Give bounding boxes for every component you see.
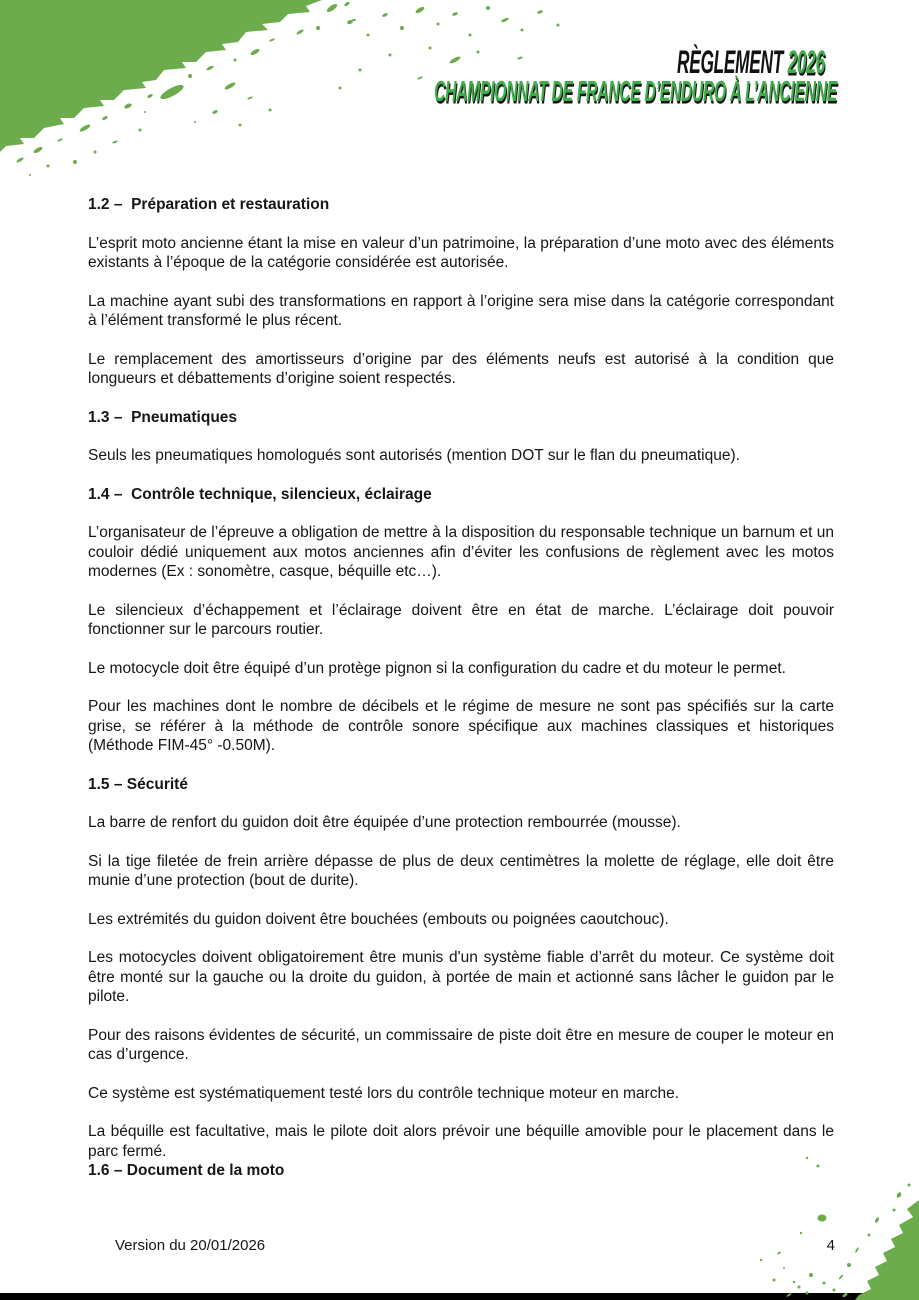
- paragraph: Le motocycle doit être équipé d’un protège pignon si la configuration du cadre et du moteur le permet.: [88, 659, 786, 677]
- page-footer: [0, 1237, 919, 1255]
- paragraph: Pour les machines dont le nombre de décibels et le régime de mesure ne sont pas spécifiés sur la carte grise, se référer à la méthode de contrôle sonore spécifique aux machines classiques et historiques (Méthode FIM-45° -0.50M).: [88, 698, 834, 754]
- paragraph: Le remplacement des amortisseurs d’origine par des éléments neufs est autorisé à la condition que longueurs et débattements d’origine soient respectés.: [88, 350, 834, 387]
- paragraph: La machine ayant subi des transformations en rapport à l’origine sera mise dans la catégorie correspondant à l’élément transformé le plus récent.: [88, 292, 834, 329]
- page-title: [429, 44, 825, 80]
- section-heading-1-4: 1.4 – Contrôle technique, silencieux, éclairage: [88, 485, 432, 503]
- section-heading-1-6: 1.6 – Document de la moto: [88, 1162, 285, 1179]
- paragraph: Pour des raisons évidentes de sécurité, un commissaire de piste doit être en mesure de couper le moteur en cas d’urgence.: [88, 1026, 834, 1063]
- section-heading-1-3: 1.3 – Pneumatiques: [88, 408, 238, 426]
- page-subtitle: CHAMPIONNAT DE FRANCE D’ENDURO À L’ANCIENNE: [434, 76, 837, 108]
- paragraph: Ce système est systématiquement testé lors du contrôle technique moteur en marche.: [88, 1084, 680, 1102]
- version-label: Version du 20/01/2026: [115, 1237, 266, 1254]
- document-header: [91, 44, 837, 108]
- section-heading-1-2: 1.2 – Préparation et restauration: [88, 196, 330, 213]
- title-year: 2026: [787, 44, 825, 80]
- bottom-black-bar: [0, 1293, 919, 1300]
- document-body: [88, 195, 834, 1181]
- paragraph: L’organisateur de l’épreuve a obligation de mettre à la disposition du responsable technique un barnum et un couloir dédié uniquement aux motos anciennes afin d’éviter les confusions de règlement avec les motos modernes (Ex : sonomètre, casque, béquille etc…).: [88, 524, 834, 580]
- section-heading-1-5: 1.5 – Sécurité: [88, 775, 188, 793]
- paragraph: Seuls les pneumatiques homologués sont autorisés (mention DOT sur le flan du pneumatique).: [88, 447, 740, 464]
- paragraph: La béquille est facultative, mais le pilote doit alors prévoir une béquille amovible pour le placement dans le parc fermé.: [88, 1123, 834, 1160]
- page-number: 4: [826, 1237, 835, 1254]
- paragraph: Si la tige filetée de frein arrière dépasse de plus de deux centimètres la molette de réglage, elle doit être munie d’une protection (bout de durite).: [88, 852, 834, 889]
- paragraph: Les motocycles doivent obligatoirement être munis d'un système fiable d’arrêt du moteur. Ce système doit être monté sur la gauche ou la droite du guidon, à portée de main et actionné sans lâcher le guidon par le pilote.: [88, 949, 834, 1005]
- paragraph: L’esprit moto ancienne étant la mise en valeur d’un patrimoine, la préparation d’une moto avec des éléments existants à l’époque de la catégorie considérée est autorisée.: [88, 234, 834, 271]
- paragraph: La barre de renfort du guidon doit être équipée d’une protection rembourrée (mousse).: [88, 814, 681, 831]
- title-reglement: RÈGLEMENT: [677, 44, 788, 80]
- paragraph: Le silencieux d’échappement et l’éclairage doivent être en état de marche. L’éclairage doit pouvoir fonctionner sur le parcours routier.: [88, 601, 834, 638]
- paragraph: Les extrémités du guidon doivent être bouchées (embouts ou poignées caoutchouc).: [88, 910, 669, 928]
